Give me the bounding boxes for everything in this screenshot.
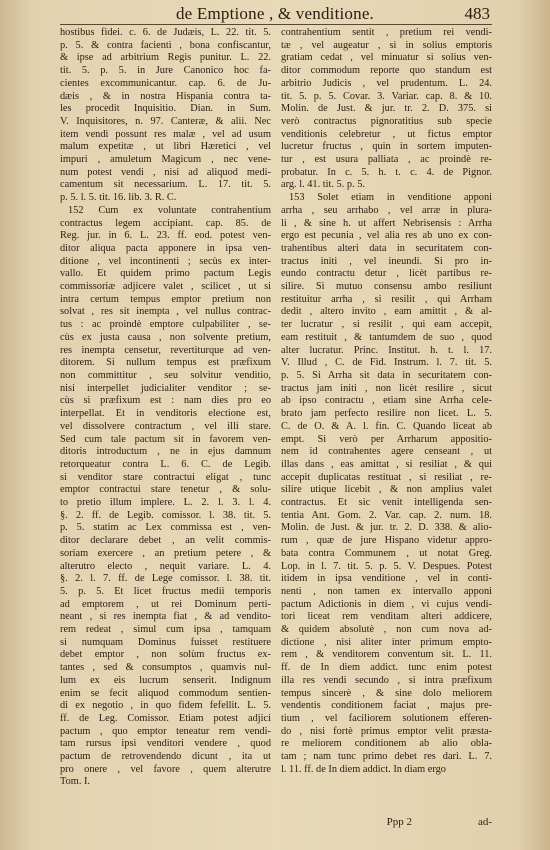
text-line: p. 5. l. 5. tit. 16. lib. 3. R. C. — [60, 192, 177, 204]
text-line: non committitur , seu solvitur venditio, — [60, 369, 271, 381]
text-line: trahentibus alteri data in securitatem con- — [281, 242, 492, 254]
text-line: 5. p. 5. Et licet fructus medii temporis — [60, 585, 271, 597]
text-line: eam restituit , & tantumdem de suo , quod — [281, 331, 492, 343]
page-number: 483 — [464, 4, 490, 23]
text-line: C. de O. & A. l. fin. C. Quando liceat ab — [281, 420, 492, 432]
text-line: Reg. jur. in 6. L. 23. ff. eod. potest ven- — [60, 230, 271, 242]
text-line: restituitur arrha , si resilit , qui Arrham — [281, 293, 492, 305]
text-line: ter lucratur , si resilit , qui eam accepit, — [281, 319, 492, 331]
text-line: emptor contractui stare tenetur , & solu- — [60, 484, 271, 496]
text-line: pro onere , vel favore , quem alterutre — [60, 763, 271, 775]
text-line: ff. de Leg. Comissor. Etiam potest adjici — [60, 712, 271, 724]
text-line: silire utique licebit , & non amplius valet — [281, 484, 492, 496]
text-line: dæis , & in nostra Hispania contra ta- — [60, 90, 271, 102]
text-line: enim se fecit aliquod commodum sentien- — [60, 687, 271, 699]
text-line: malum expetitæ , ut libri Hæretici , vel — [60, 141, 271, 153]
text-line: §. 2. ff. de Legib. comissor. l. 38. tit. 5. — [60, 509, 271, 521]
text-line: brato jam perfecto resilire non licet. L. 5. — [281, 408, 492, 420]
text-line: vel dissolvere contractum , vel illi stare. — [60, 420, 271, 432]
text-line: tempus sincerè , & sine dolo meliorem — [281, 687, 492, 699]
text-line: contrahentium sentit , pretium rei vendi- — [281, 27, 492, 38]
text-line: re meliorem conditionem ab alio obla- — [281, 738, 492, 750]
text-line: cientes excommunicantur. cap. 6. de Ju- — [60, 77, 271, 89]
text-line: hostibus fidei. c. 6. de Judæis, L. 22. tit. 5. — [60, 27, 271, 38]
text-line: dictione , nisi aliter inter primum empto- — [281, 636, 492, 648]
text-line: p. 5. Si Arrha sit data in securitatem con- — [281, 369, 492, 381]
text-line: num potest vendi , nisi ad aliquod medi- — [60, 166, 271, 178]
text-line: retorqueatur contra L. 6. C. de Legib. — [60, 458, 271, 470]
text-line: Tom. I. — [60, 776, 91, 788]
text-line: itidem in ipsa venditione , vel in conti- — [281, 573, 492, 585]
text-line: camentum sit necessarium. L. 17. tit. 5. — [60, 179, 271, 191]
text-line: pactum , quo emptor teneatur rem vendi- — [60, 725, 271, 737]
text-line: contractus legem accipiant. cap. 85. de — [60, 217, 271, 229]
text-columns — [60, 27, 492, 817]
left-column — [60, 27, 271, 817]
text-line: 153 Solet etiam in venditione apponi — [289, 192, 492, 204]
text-line: to pretio illum implere. L. 2. l. 3. l. 4. — [60, 497, 271, 509]
text-line: contractus. Et sic venit intelligenda sen- — [281, 497, 492, 509]
text-line: tium , vel faciliorem solutionem efferen- — [281, 712, 492, 724]
text-line: ditor aliqua pacta apponere in ipsa ven- — [60, 242, 271, 254]
text-line: 152 Cum ex voluntate contrahentium — [68, 204, 271, 216]
text-line: tit. 5. p. 5. in Jure Canonico hoc fa- — [60, 65, 271, 77]
text-line: lum ex eis lucrum senserit. Indignum — [60, 674, 271, 686]
text-line: alter lucratur. Princ. Institut. h. t. l. 17. — [281, 344, 492, 356]
text-line: tentia Ant. Gom. 2. Var. cap. 2. num. 18. — [281, 509, 492, 521]
text-line: debet emptor , non solùm fructus ex- — [60, 649, 271, 661]
page-header — [0, 2, 550, 26]
text-line: solvat , res sit inempta , vel nullus contrac- — [60, 306, 271, 318]
text-line: arrha , seu arrhabo , vel arræ in plura- — [281, 204, 492, 216]
text-line: silire. Si mutuo consensu ambo resiliunt — [281, 281, 492, 293]
text-line: venditionis celebretur , ut fictus emptor — [281, 128, 492, 140]
signature-mark: Ppp 2 — [386, 816, 412, 828]
text-line: lucretur fructus , quin in sortem imputen- — [281, 141, 492, 153]
text-line: ff. de In diem addict. tunc enim potest — [281, 662, 492, 674]
text-line: impuri , amuletum Magicum , nec vene- — [60, 154, 271, 166]
text-line: V. Inquisitores, n. 97. Canteræ, & alii. Nec — [60, 115, 271, 127]
text-line: rum , quæ de jure Hispano videtur appro- — [281, 535, 492, 547]
text-line: tori liceat rem venditam alteri addicere, — [281, 611, 492, 623]
text-line: li , & sine h. ut affert Nebrisensis : Arrha — [281, 217, 492, 229]
text-line: ditor commodum reporte quo standum est — [281, 65, 492, 77]
text-line: illa res vendi secundo , si intra præfixum — [281, 674, 492, 686]
text-line: alterutro electo , nequit variare. L. 4. — [60, 560, 271, 572]
text-line: empt. Si verò per Arrharum appositio- — [281, 433, 492, 445]
text-line: Molin. de Just. & jur. tr. 2. D. 375. si — [281, 103, 492, 115]
text-line: & ipse ad arbitrium Regis punitur. L. 22. — [60, 52, 271, 64]
catchword: ad- — [477, 816, 492, 828]
text-line: ergo est pecunia , vel alia res ab uno ex con- — [281, 230, 492, 242]
text-line: pactum de retrovendendo dicunt , ita ut — [60, 751, 271, 763]
text-line: si numquam Dominus fuisset restituere — [60, 636, 271, 648]
text-line: tit. 5. p. 5. Covar. 3. Variar. cap. 8. & 10. — [281, 90, 492, 102]
text-line: dedit , altero invito , eam amittit , & al- — [281, 306, 492, 318]
text-line: p. 5. statim ac Lex commissa est , ven- — [60, 522, 271, 534]
text-line: tur , est usura palliata , ac proindè re- — [281, 154, 492, 166]
text-line: cùs si præfixum est : nam dies pro eo — [60, 395, 271, 407]
text-line: rem , & venditorem conventum sit. L. 11. — [281, 649, 492, 661]
text-line: neant , si res inempta fiat , & ad vendito- — [60, 611, 271, 623]
text-line: commissoriæ adjicere valet , scilicet , ut si — [60, 281, 271, 293]
text-line: gratiam cedat , vel minuatur si solius ven- — [281, 52, 492, 64]
right-column — [281, 27, 492, 817]
text-line: Lop. in l. 7. tit. 5. p. 5. V. Despues. Potest — [281, 560, 492, 572]
header-rule — [60, 24, 492, 25]
running-head: de Emptione , & venditione. — [175, 4, 375, 23]
text-line: di ex negotio , in quo fidem fefellit. L. 5. — [60, 700, 271, 712]
text-line: tus : ac proindè emptore culpabiliter , se- — [60, 319, 271, 331]
text-line: cùs ex justa causa , non solvente pretium, — [60, 331, 271, 343]
text-line: arg. l. 41. tit. 5. p. 5. — [281, 179, 365, 191]
text-line: ditoris introductum , ne in ejus damnum — [60, 446, 271, 458]
text-line: bata contra Communem , ut notat Greg. — [281, 547, 492, 559]
text-line: tractus initi , vel ineundi. Si pro in- — [281, 255, 492, 267]
text-line: tam ; nam tunc primo debet res dari. L. 7. — [281, 751, 492, 763]
text-line: tractus jam initi , non licèt resilire , sicut — [281, 382, 492, 394]
text-line: V. Illud , C. de Fid. Instrum. l. 7. tit. 5. — [281, 357, 492, 369]
text-line: res inempta censetur, revertiturque ad ven- — [60, 344, 271, 356]
text-line: illas dans , eas amittat , si resiliat , & qui — [281, 458, 492, 470]
text-line: si venditor stare contractui eligat , tunc — [60, 471, 271, 483]
text-line: ditorem. Si nullum tempus est præfixum — [60, 357, 271, 369]
text-line: verò contractus pignoratitius sub specie — [281, 115, 492, 127]
text-line: ab ipso contractu , etiam sine Arrha cele- — [281, 395, 492, 407]
text-line: vendentis conditionem faciat , majus pre- — [281, 700, 492, 712]
text-line: rem redeat , simul cum ipsa , tamquam — [60, 624, 271, 636]
text-line: accepit duplicatas restituat , si resiliat , re- — [281, 471, 492, 483]
text-line: do , nisi fortè primus emptor velit præsta- — [281, 725, 492, 737]
text-line: nisi interpellet judicialiter venditor ; se- — [60, 382, 271, 394]
text-line: arbitrio Judicis , vel prudentum. L. 24. — [281, 77, 492, 89]
text-line: ditor declarare debet , an velit commis- — [60, 535, 271, 547]
text-line: interpellat. Et in venditoris electione est, — [60, 408, 271, 420]
text-line: probatur. In c. 5. h. t. c. 4. de Pignor. — [281, 166, 492, 178]
text-line: tantes , sed & consumptos , quamvis nul- — [60, 662, 271, 674]
text-line: §. 2. l. 7. ff. de Lege comissor. l. 38. tit. — [60, 573, 271, 585]
text-line: pactum Adictionis in diem , vi cujus vendi- — [281, 598, 492, 610]
text-line: ditione , vel incontinenti ; secùs ex inter- — [60, 255, 271, 267]
text-line: Molin. de Just. & jur. tr. 2. D. 338. & alio- — [281, 522, 492, 534]
text-line: & quidem absolutè , non cum nova ad- — [281, 624, 492, 636]
text-line: soriam exercere , an pretium petere , & — [60, 547, 271, 559]
text-line: Sed cum tale pactum sit in favorem ven- — [60, 433, 271, 445]
text-line: eundo contractu detur , licèt partibus re- — [281, 268, 492, 280]
text-line: vallo. Et quidem primo pactum Legis — [60, 268, 271, 280]
text-line: item vendi possunt res malæ , vel ad usum — [60, 128, 271, 140]
text-line: tæ , vel augeatur , si in solius emptoris — [281, 39, 492, 51]
text-line: les procedit Inquisitio. Dian. in Sum. — [60, 103, 271, 115]
text-line: tam rursus ipsi venditori vendere , quod — [60, 738, 271, 750]
text-line: p. 5. & contra facienti , bona confiscantur, — [60, 39, 271, 51]
text-line: nem id contrahentes agere censeant , ut — [281, 446, 492, 458]
text-line: intra certum tempus emptor pretium non — [60, 293, 271, 305]
text-line: l. 11. ff. de In diem addict. In diam ergo — [281, 763, 446, 775]
text-line: ad emptorem , ut rei Dominum perti- — [60, 598, 271, 610]
text-line: nenti , non tamen ex intervallo apponi — [281, 585, 492, 597]
page-footer — [60, 816, 492, 832]
